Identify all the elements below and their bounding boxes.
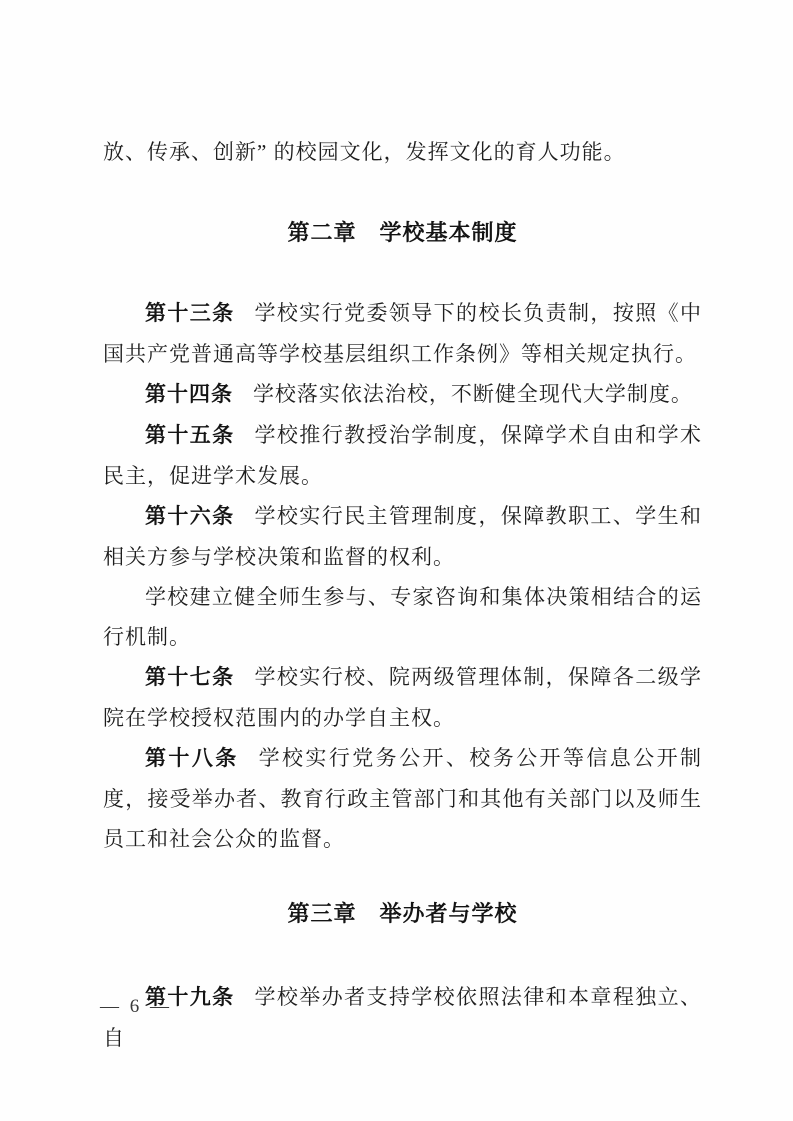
article-15-text: 学校推行教授治学制度，保障学术自由和学术民主，促进学术发展。 [103, 423, 703, 488]
paragraph-continuation [103, 132, 702, 172]
article-16-number: 第十六条 [145, 505, 235, 528]
article-18-text: 学校实行党务公开、校务公开等信息公开制度，接受举办者、教育行政主管部门和其他有关部门以及师生员工和社会公众的监督。 [103, 746, 703, 851]
article-15-number: 第十五条 [145, 424, 235, 447]
article-17-paragraph [103, 657, 702, 738]
article-16-text: 学校实行民主管理制度，保障教职工、学生和相关方参与学校决策和监督的权利。 [103, 504, 703, 569]
paragraph-text: 放、传承、创新” 的校园文化，发挥文化的育人功能。 [103, 140, 626, 164]
chapter-2-heading: 第二章 学校基本制度 [287, 220, 518, 245]
article-13-paragraph [103, 293, 702, 374]
page-number: — 6 — [100, 996, 172, 1017]
article-19-paragraph [103, 977, 702, 1058]
chapter-3-heading: 第三章 举办者与学校 [287, 901, 518, 926]
article-13-number: 第十三条 [145, 302, 235, 325]
article-14-text: 学校落实依法治校，不断健全现代大学制度。 [252, 382, 693, 406]
article-18-number: 第十八条 [145, 747, 239, 770]
article-13-text: 学校实行党委领导下的校长负责制，按照《中国共产党普通高等学校基层组织工作条例》等相关规定执行。 [103, 301, 703, 366]
article-19-number: 第十九条 [145, 986, 235, 1009]
article-17-text: 学校实行校、院两级管理体制，保障各二级学院在学校授权范围内的办学自主权。 [103, 665, 703, 730]
article-16-supplement-text: 学校建立健全师生参与、专家咨询和集体决策相结合的运行机制。 [103, 585, 702, 649]
article-17-number: 第十七条 [145, 666, 235, 689]
document-body [103, 132, 702, 1058]
article-18-paragraph [103, 738, 702, 859]
article-14-paragraph [103, 374, 702, 415]
article-15-paragraph [103, 415, 702, 496]
article-16-paragraph [103, 496, 702, 577]
article-19-text: 学校举办者支持学校依照法律和本章程独立、自 [103, 985, 703, 1050]
article-14-number: 第十四条 [145, 383, 233, 406]
article-16-supplement-paragraph [103, 577, 702, 657]
